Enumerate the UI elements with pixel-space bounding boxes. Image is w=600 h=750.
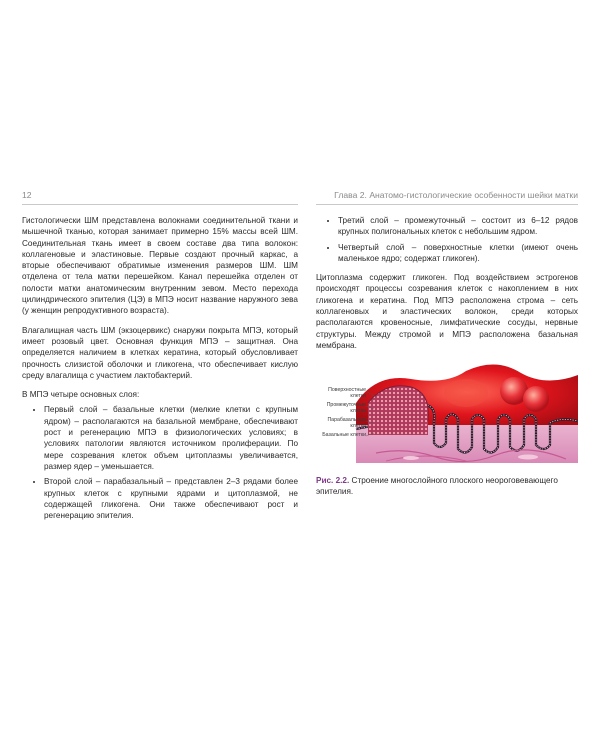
epithelium-figure	[316, 363, 578, 463]
list-item: • Первый слой – базальные клетки (мелкие клетки с крупным ядром) – располагаются на базальной мембране, обеспечивают рост и регенерацию МПЭ в физиологических условиях; в условиях патологии являются источником пролиферации. По мере созревания клеток объем цитоплазмы увеличивается, размер ядер – уменьшается.	[44, 404, 298, 472]
label-intermediate-cells: Промежуточные клетки	[326, 402, 366, 415]
list-item: • Второй слой – парабазальный – представлен 2–3 рядами более крупных клеток с крупными ядрами и цитоплазмой, не содержащей гликогена. Они также обеспечивают рост и регенерацию эпителия.	[44, 476, 298, 521]
left-paragraph-1: Гистологически ШМ представлена волокнами соединительной ткани и мышечной тканью, которая занимает примерно 15% массы всей ШМ. Соединительная ткань имеет в своем составе два типа волокон: коллагеновые и эластиновые. Первые создают прочный каркас, а вторые обеспечивают обратимые изменения размеров ШМ. ШМ отделена от тела матки перешейком. Канал перешейка отделен от полости матки анатомическим внутренним зевом. Место перехода цилиндрического эпителия (ЦЭ) в МПЭ носит название наружного зева (у женщин репродуктивного возраста).	[22, 216, 298, 316]
list-item: • Третий слой – промежуточный – состоит из 6–12 рядов крупных полигональных клеток с небольшим ядром.	[338, 215, 578, 238]
left-paragraph-2: Влагалищная часть ШМ (экзоцервикс) снаружи покрыта МПЭ, который имеет розовый цвет. Основная функция МПЭ – защитная. Она определяется наличием в клетках кератина, который обусловливает прочность слизистой оболочки и гликогена, что обеспечивает кислую среду влагалища с участием лактобактерий.	[22, 325, 298, 380]
caption-number: Рис. 2.2.	[316, 476, 350, 486]
right-paragraph-1: Цитоплазма содержит гликоген. Под воздействием эстрогенов происходят процессы созревания клеток с накоплением в них гликогена и кератина. Под МПЭ расположена строма – сеть коллагеновых и эластических волокон, среди которых располагаются кровеносные, лимфатические сосуды, нервные структуры. Между стромой и МПЭ расположена базальная мембрана.	[316, 273, 578, 350]
label-surface-cells: Поверхностные клетки	[328, 387, 366, 400]
page-number: 12	[22, 190, 298, 205]
label-basal-cells: Базальные клетки	[322, 432, 366, 439]
left-page	[22, 190, 298, 529]
layers-list-left	[22, 404, 298, 521]
caption-text: Строение многослойного плоского неороговевающего эпителия.	[316, 476, 558, 497]
figure-caption	[316, 475, 578, 497]
label-parabasal-cells: Парабазальные клетки	[327, 417, 366, 430]
running-head: Глава 2. Анатомо-гистологические особенности шейки матки	[316, 190, 578, 205]
layers-intro: В МПЭ четыре основных слоя:	[22, 390, 140, 400]
list-item: • Четвертый слой – поверхностные клетки (имеют очень маленькое ядро; содержат гликоген).	[338, 242, 578, 265]
right-page	[316, 190, 578, 497]
layers-list-right	[316, 215, 578, 264]
